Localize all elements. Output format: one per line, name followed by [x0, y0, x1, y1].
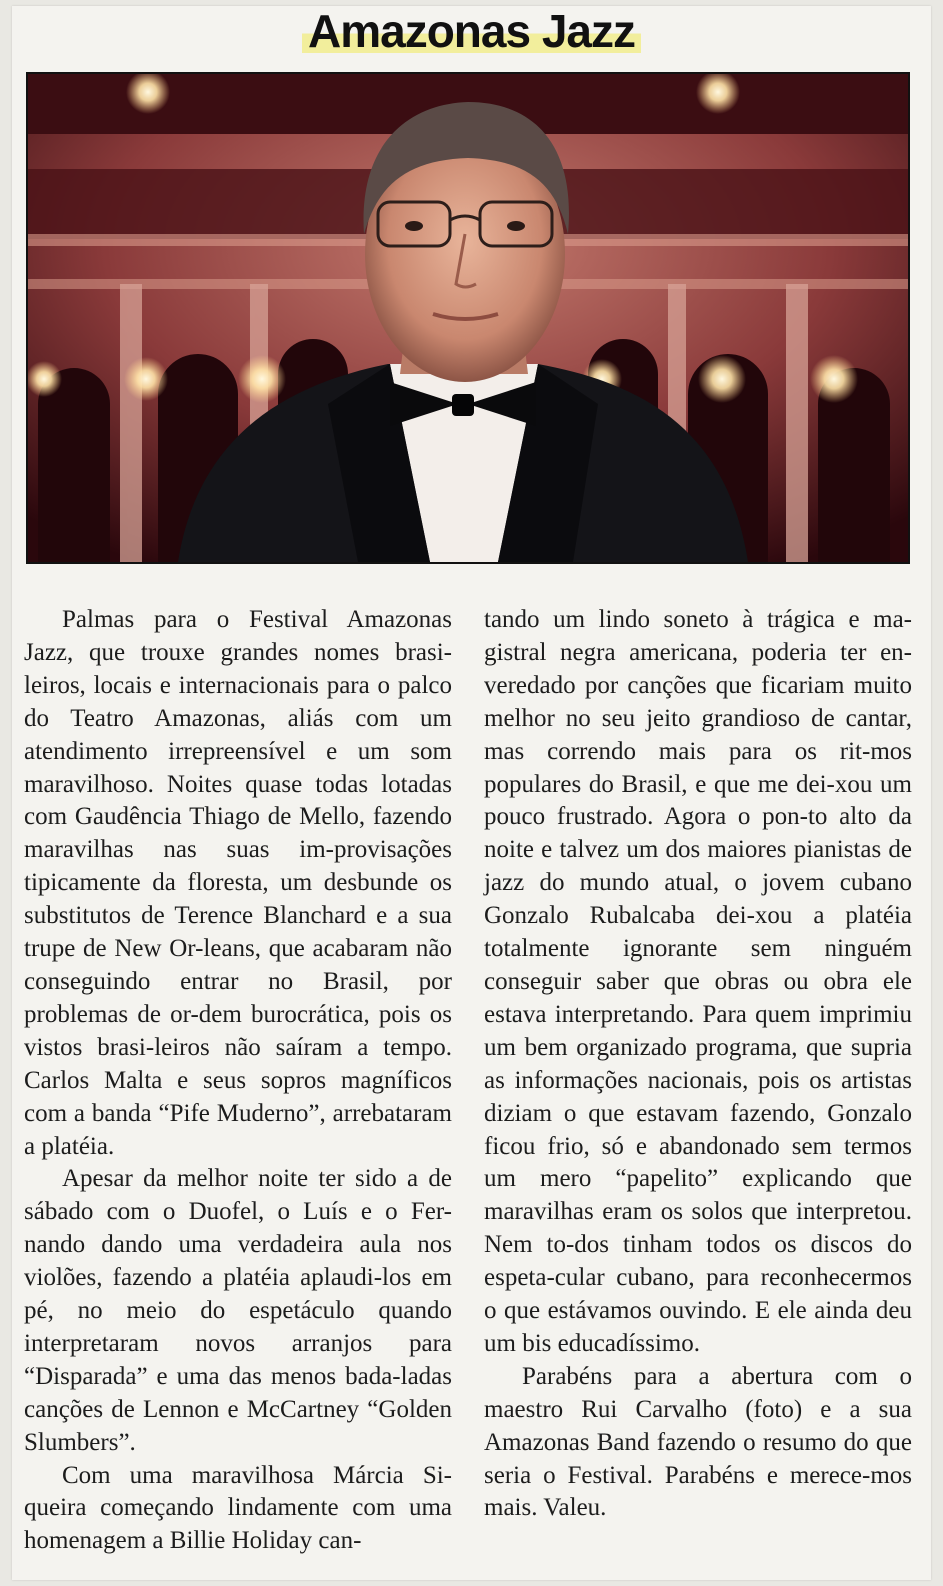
man-in-tuxedo-photo: [28, 74, 908, 562]
paragraph: Com uma maravilhosa Márcia Si-queira começando lindamente com uma homenagem a Billie Holiday can-: [24, 1461, 452, 1555]
article-column-right: [484, 604, 912, 1525]
paragraph: tando um lindo soneto à trágica e ma-gistral negra americana, poderia ter en-veredado por canções que ficariam muito melhor no seu jeito grandioso de cantar, mas correndo mais para os rit-mos populares do Brasil, e que me dei-xou um pouco frustrado. Agora o pon-to alto da noite e talvez um dos maiores pianistas de jazz do mundo atual, o jovem cubano Gonzalo Rubalcaba dei-xou a platéia totalmente ignorante sem ninguém conseguir saber que obras ou obra ele estava interpretando. Para quem imprimiu um bem organizado programa, que supria as informações nacionais, pois os artistas diziam o que estavam fazendo, Gonzalo ficou frio, só e abandonado sem termos um mero “papelito” explicando que maravilhas eram os solos que interpretou. Nem to-dos tinham todos os discos do espeta-cular cubano, para reconhecermos o que estávamos ouvindo. E ele ainda deu um bis educadíssimo.: [484, 606, 912, 1357]
article-column-left: [24, 604, 452, 1558]
headline-text: Amazonas Jazz: [302, 5, 641, 57]
paragraph: Apesar da melhor noite ter sido a de sábado com o Duofel, o Luís e o Fer-nando dando uma verdadeira aula nos violões, fazendo a platéia aplaudi-los em pé, no meio do espetáculo quando interpretaram novos arranjos para “Disparada” e uma das menos bada-ladas canções de Lennon e McCartney “Golden Slumbers”.: [24, 1165, 452, 1456]
paragraph: Palmas para o Festival Amazonas Jazz, que trouxe grandes nomes brasi-leiros, locais e internacionais para o palco do Teatro Amazonas, aliás com um atendimento irrepreensível e um som maravilhoso. Noites quase todas lotadas com Gaudência Thiago de Mello, fazendo maravilhas nas suas im-provisações tipicamente da floresta, um desbunde os substitutos de Terence Blanchard e a sua trupe de New Or-leans, que acabaram não conseguindo entrar no Brasil, por problemas de or-dem burocrática, pois os vistos brasi-leiros não saíram a tempo. Carlos Malta e seus sopros magníficos com a banda “Pife Muderno”, arrebataram a platéia.: [24, 606, 452, 1160]
article-photo: [26, 72, 910, 564]
headline: [0, 4, 943, 58]
paragraph: Parabéns para a abertura com o maestro Rui Carvalho (foto) e a sua Amazonas Band fazendo o resumo do que seria o Festival. Parabéns e merece-mos mais. Valeu.: [484, 1362, 912, 1522]
